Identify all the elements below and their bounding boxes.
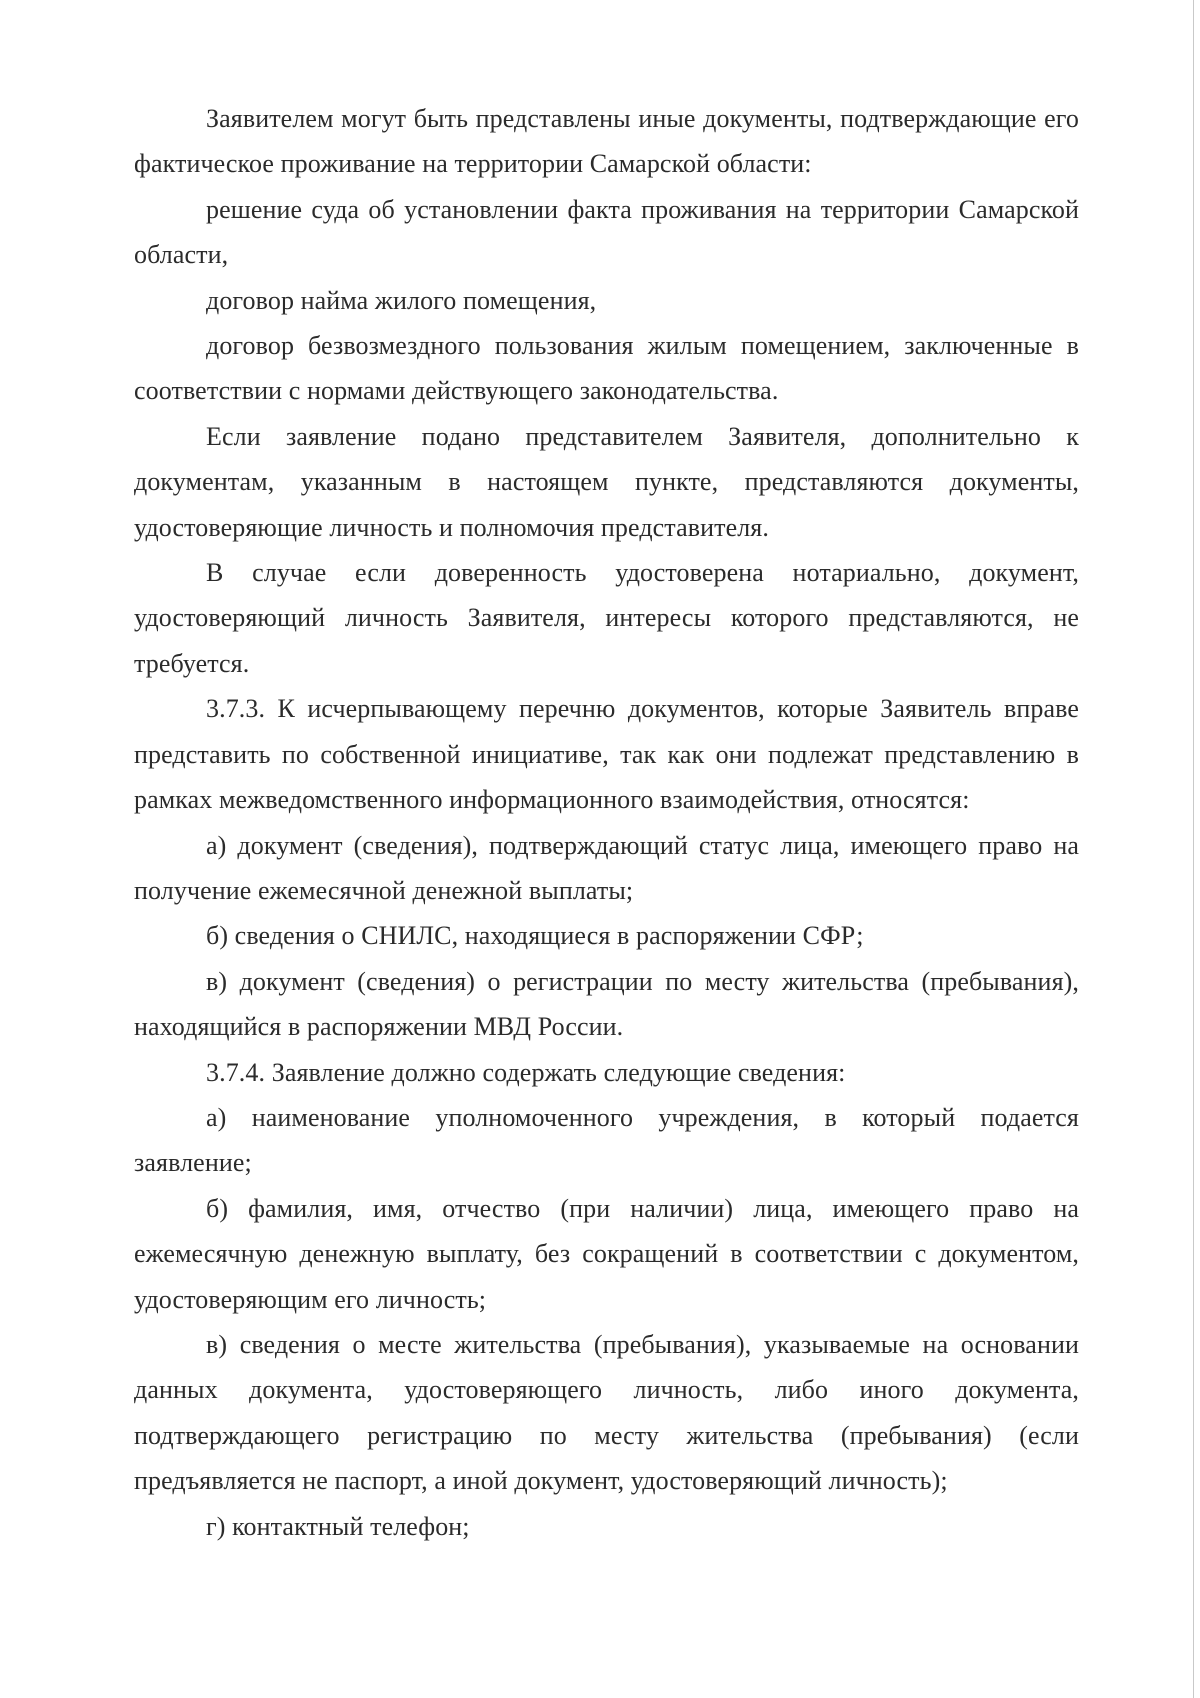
paragraph-notarized-power-of-attorney: В случае если доверенность удостоверена нотариально, документ, удостоверяющий личность Заявителя, интересы которого представляются, не требуется. <box>134 558 1079 678</box>
paragraph-section-3-7-4: 3.7.4. Заявление должно содержать следующие сведения: <box>206 1057 846 1087</box>
paragraph-rental-agreement: договор найма жилого помещения, <box>206 285 597 315</box>
paragraph-court-decision: решение суда об установлении факта проживания на территории Самарской области, <box>134 194 1079 270</box>
paragraph-representative: Если заявление подано представителем Заявителя, дополнительно к документам, указанным в настоящем пункте, представляются документы, удостоверяющие личность и полномочия представителя. <box>134 421 1079 542</box>
paragraph-section-3-7-3: 3.7.3. К исчерпывающему перечню документов, которые Заявитель вправе представить по собственной инициативе, так как они подлежат представлению в рамках межведомственного информационного взаимодействия, относятся: <box>134 694 1079 815</box>
paragraph-free-use-agreement: договор безвозмездного пользования жилым помещением, заключенные в соответствии с нормами действующего законодательства. <box>134 331 1079 406</box>
paragraph-item-b-full-name: б) фамилия, имя, отчество (при наличии) лица, имеющего право на ежемесячную денежную выплату, без сокращений в соответствии с документом, удостоверяющим его личность; <box>134 1193 1079 1314</box>
paragraph-item-v-residence: в) сведения о месте жительства (пребывания), указываемые на основании данных документа, удостоверяющего личность, либо иного документа, подтверждающего регистрацию по месту жительства (пребывания) (если предъявляется не паспорт, а иной документ, удостоверяющий личность); <box>134 1329 1079 1496</box>
paragraph-other-documents: Заявителем могут быть представлены иные документы, подтверждающие его фактическое проживание на территории Самарской области: <box>134 104 1079 179</box>
document-body <box>134 96 1079 1549</box>
paragraph-item-a-institution: а) наименование уполномоченного учреждения, в который подается заявление; <box>134 1102 1079 1178</box>
scan-edge-line <box>1193 0 1194 1698</box>
paragraph-item-b-snils: б) сведения о СНИЛС, находящиеся в распоряжении СФР; <box>206 921 864 951</box>
paragraph-item-a-status: а) документ (сведения), подтверждающий статус лица, имеющего право на получение ежемесячной денежной выплаты; <box>134 830 1079 905</box>
paragraph-item-g-phone: г) контактный телефон; <box>206 1511 470 1541</box>
paragraph-item-v-registration: в) документ (сведения) о регистрации по месту жительства (пребывания), находящийся в распоряжении МВД России. <box>134 966 1079 1042</box>
